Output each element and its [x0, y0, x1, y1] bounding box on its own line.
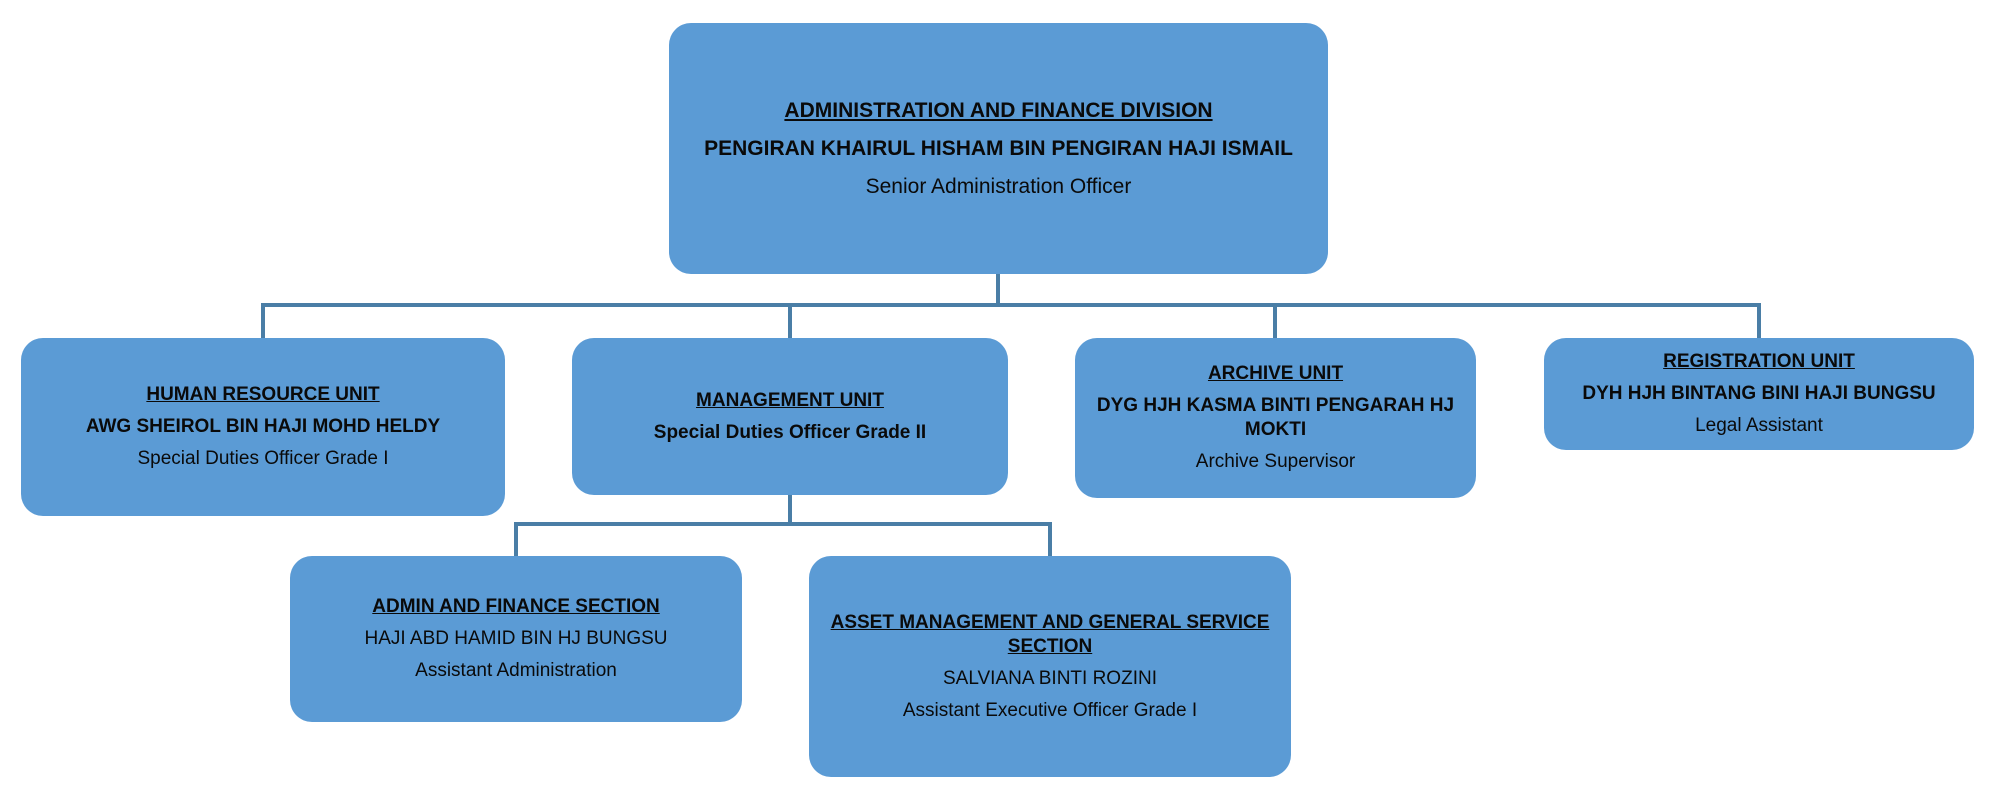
division-head-name: PENGIRAN KHAIRUL HISHAM BIN PENGIRAN HAJI ISMAIL: [704, 136, 1293, 160]
unit-box-archive: [1075, 338, 1476, 498]
unit-title: REGISTRATION UNIT: [1663, 351, 1855, 372]
unit-title: ARCHIVE UNIT: [1207, 363, 1344, 384]
division-title: ADMINISTRATION AND FINANCE DIVISION: [784, 98, 1213, 122]
unit-title: MANAGEMENT UNIT: [696, 389, 884, 411]
section-title: ADMIN AND FINANCE SECTION: [372, 596, 660, 617]
unit-box-human-resource: [21, 338, 505, 516]
unit-box-management: [572, 338, 1008, 495]
division-box: [669, 23, 1328, 274]
division-head-role: Senior Administration Officer: [865, 174, 1132, 198]
unit-head-role: Legal Assistant: [1695, 415, 1823, 436]
section-title: ASSET MANAGEMENT AND GENERAL SERVICE SECTION: [830, 611, 1270, 657]
unit-head-role: Archive Supervisor: [1195, 451, 1356, 472]
section-box-admin-finance: [290, 556, 742, 722]
unit-title: HUMAN RESOURCE UNIT: [146, 384, 380, 405]
section-head-name: HAJI ABD HAMID BIN HJ BUNGSU: [364, 628, 668, 649]
unit-head-role: Special Duties Officer Grade II: [653, 421, 927, 443]
unit-box-registration: [1544, 338, 1974, 450]
section-head-role: Assistant Administration: [415, 660, 617, 681]
unit-head-name: DYG HJH KASMA BINTI PENGARAH HJ MOKTI: [1096, 395, 1455, 440]
section-head-role: Assistant Executive Officer Grade I: [902, 699, 1198, 721]
unit-head-name: DYH HJH BINTANG BINI HAJI BUNGSU: [1582, 383, 1936, 404]
section-head-name: SALVIANA BINTI ROZINI: [943, 667, 1157, 689]
unit-head-role: Special Duties Officer Grade I: [137, 448, 389, 469]
unit-head-name: AWG SHEIROL BIN HAJI MOHD HELDY: [85, 416, 441, 437]
section-box-asset-management: [809, 556, 1291, 777]
